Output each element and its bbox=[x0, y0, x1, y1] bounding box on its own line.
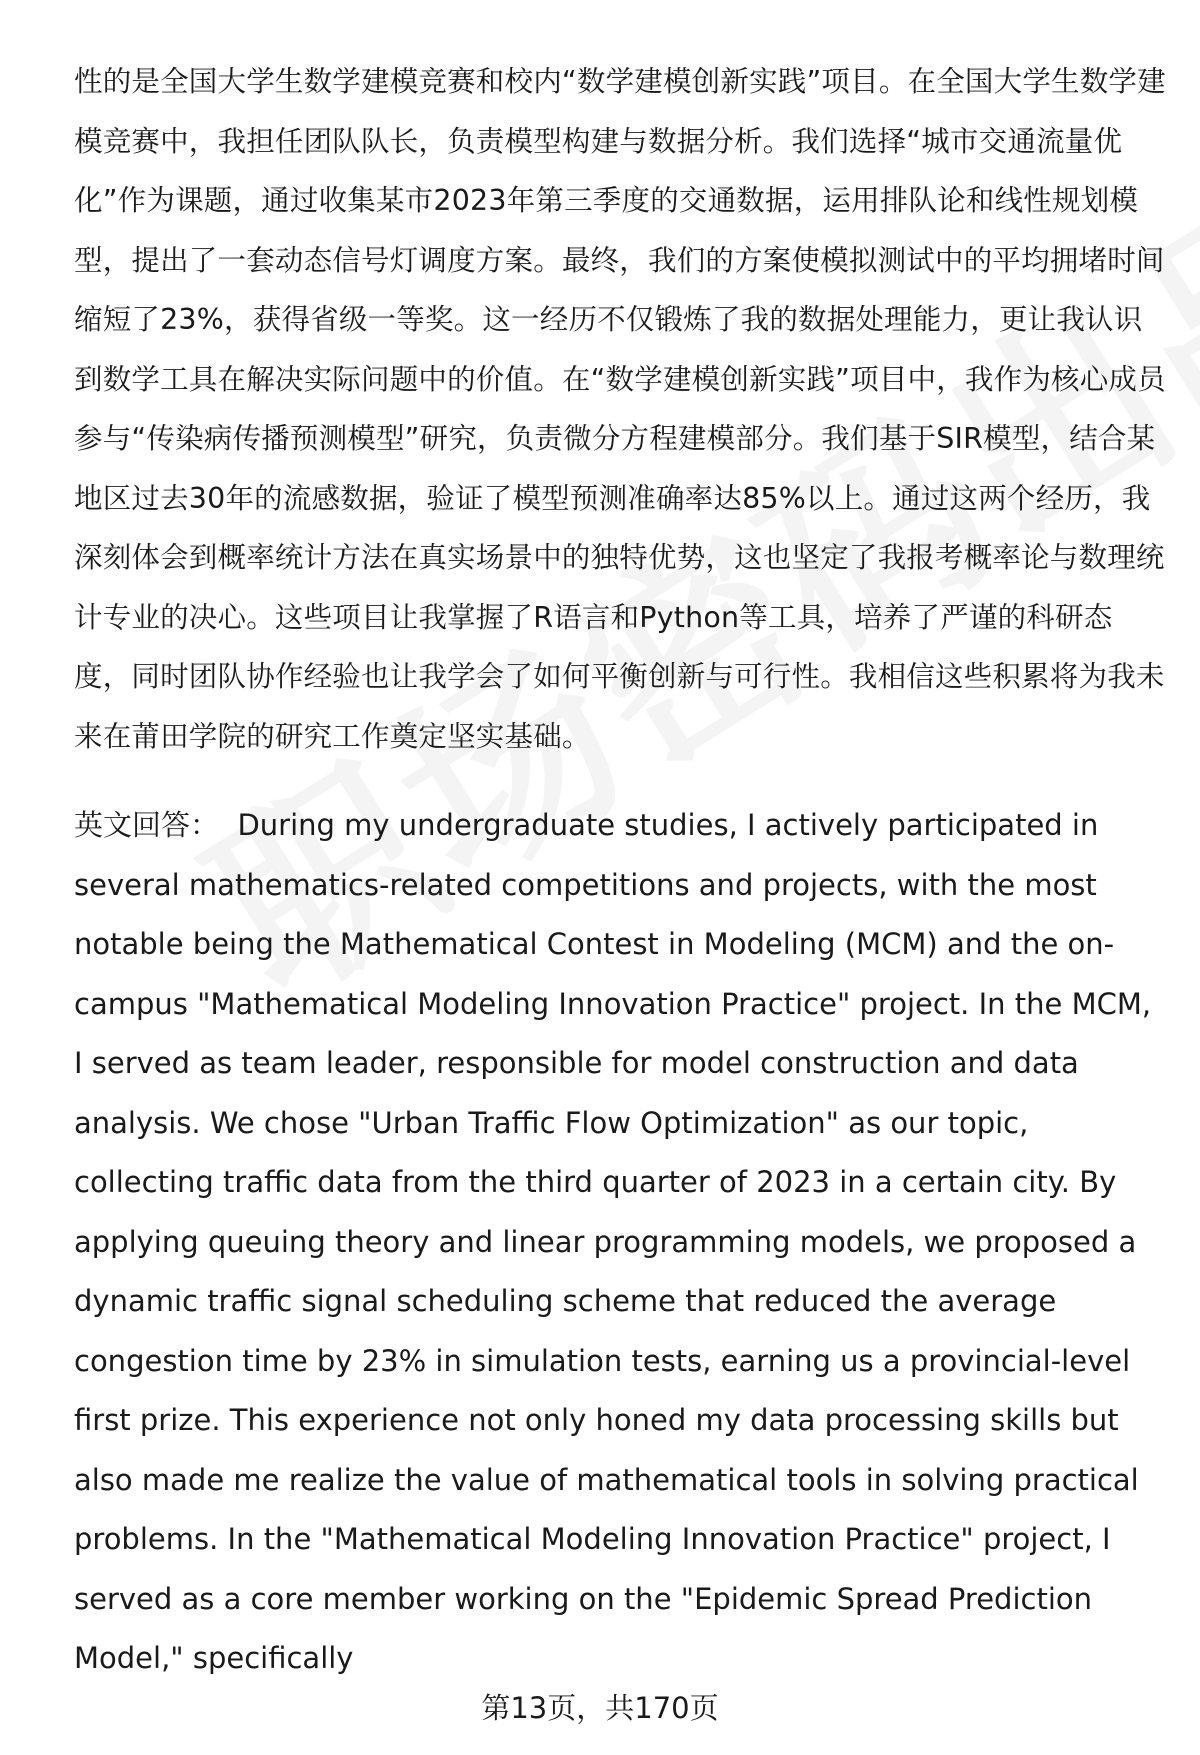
content-body bbox=[74, 52, 1166, 1689]
english-answer-paragraph bbox=[74, 796, 1166, 1689]
english-answer-label: 英文回答： bbox=[74, 808, 220, 842]
english-answer-text: During my undergraduate studies, I actively participated in several mathematics-related competitions and projects, with the most notable being the Mathematical Contest in Modeling (MCM) and the on-campus "Mathematical Modeling Innovation Practice" project. In the MCM, I served as team leader, responsible for model construction and data analysis. We chose "Urban Traffic Flow Optimization" as our topic, collecting traffic data from the third quarter of 2023 in a certain city. By applying queuing theory and linear programming models, we proposed a dynamic traffic signal scheduling scheme that reduced the average congestion time by 23% in simulation tests, earning us a provincial-level first prize. This experience not only honed my data processing skills but also made me realize the value of mathematical tools in solving practical problems. In the "Mathematical Modeling Innovation Practice" project, I served as a core member working on the "Epidemic Spread Prediction Model," specifically bbox=[74, 808, 1152, 1675]
chinese-answer-paragraph: 性的是全国大学生数学建模竞赛和校内“数学建模创新实践”项目。在全国大学生数学建模竞赛中，我担任团队队长，负责模型构建与数据分析。我们选择“城市交通流量优化”作为课题，通过收集某市2023年第三季度的交通数据，运用排队论和线性规划模型，提出了一套动态信号灯调度方案。最终，我们的方案使模拟测试中的平均拥堵时间缩短了23%，获得省级一等奖。这一经历不仅锻炼了我的数据处理能力，更让我认识到数学工具在解决实际问题中的价值。在“数学建模创新实践”项目中，我作为核心成员参与“传染病传播预测模型”研究，负责微分方程建模部分。我们基于SIR模型，结合某地区过去30年的流感数据，验证了模型预测准确率达85%以上。通过这两个经历，我深刻体会到概率统计方法在真实场景中的独特优势，这也坚定了我报考概率论与数理统计专业的决心。这些项目让我掌握了R语言和Python等工具，培养了严谨的科研态度，同时团队协作经验也让我学会了如何平衡创新与可行性。我相信这些积累将为我未来在莆田学院的研究工作奠定坚实基础。 bbox=[74, 65, 1166, 753]
page-footer: 第13页，共170页 bbox=[481, 1691, 719, 1725]
